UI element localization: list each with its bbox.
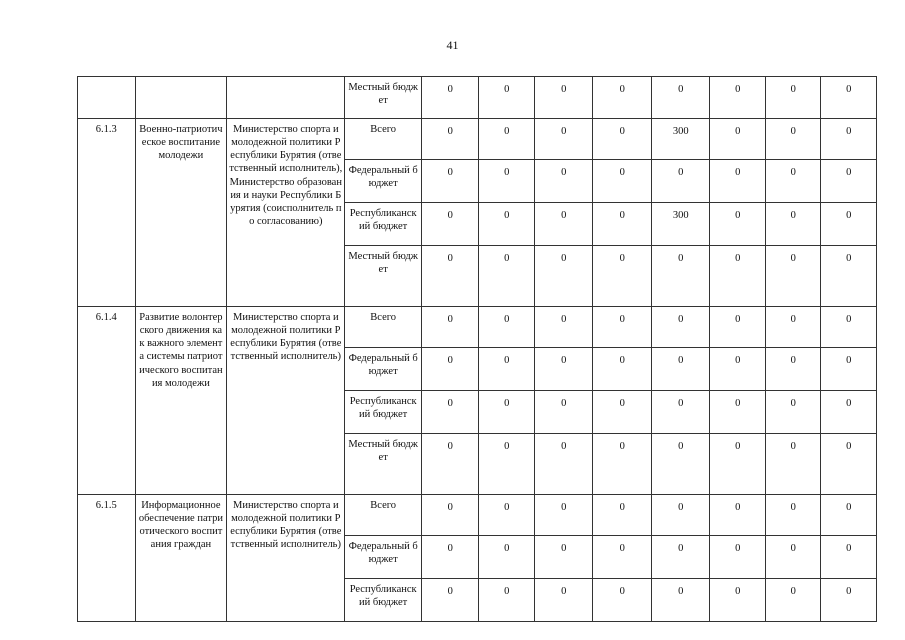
value-cell: 0 [765,307,820,348]
value-cell: 0 [479,495,534,536]
value-cell: 300 [651,119,710,160]
value-cell: 0 [651,434,710,495]
value-cell: 0 [765,160,820,203]
value-cell: 0 [821,307,877,348]
value-cell: 0 [479,391,534,434]
source-cell: Республиканский бюджет [345,391,422,434]
value-cell: 0 [821,119,877,160]
value-cell: 0 [651,77,710,119]
value-cell: 0 [651,579,710,622]
value-cell: 0 [593,434,652,495]
value-cell: 0 [765,434,820,495]
value-cell: 0 [651,391,710,434]
name-cell: Военно-патриотическое воспитание молодежи [135,119,227,307]
value-cell: 0 [479,434,534,495]
value-cell: 0 [534,160,593,203]
value-cell: 0 [534,434,593,495]
value-cell: 300 [651,203,710,246]
value-cell: 0 [821,77,877,119]
value-cell: 0 [534,579,593,622]
value-cell: 0 [765,391,820,434]
value-cell: 0 [479,119,534,160]
value-cell: 0 [593,536,652,579]
value-cell: 0 [479,203,534,246]
name-cell: Развитие волонтерского движения как важного элемента системы патриотического воспитания молодежи [135,307,227,495]
source-cell: Республиканский бюджет [345,203,422,246]
value-cell: 0 [593,203,652,246]
value-cell: 0 [821,203,877,246]
value-cell: 0 [651,348,710,391]
value-cell: 0 [710,348,765,391]
value-cell: 0 [710,119,765,160]
value-cell: 0 [421,77,479,119]
source-cell: Всего [345,495,422,536]
source-cell: Всего [345,307,422,348]
value-cell: 0 [651,246,710,307]
name-cell: Информационное обеспечение патриотического воспитания граждан [135,495,227,622]
page-number: 41 [446,38,459,52]
value-cell: 0 [710,391,765,434]
source-cell: Всего [345,119,422,160]
value-cell: 0 [534,348,593,391]
value-cell: 0 [765,246,820,307]
value-cell: 0 [821,246,877,307]
value-cell: 0 [593,160,652,203]
value-cell: 0 [421,203,479,246]
value-cell: 0 [710,160,765,203]
value-cell: 0 [479,348,534,391]
value-cell: 0 [421,434,479,495]
value-cell: 0 [651,495,710,536]
value-cell: 0 [593,246,652,307]
value-cell: 0 [534,203,593,246]
value-cell: 0 [421,536,479,579]
value-cell: 0 [534,391,593,434]
value-cell: 0 [534,495,593,536]
value-cell: 0 [534,77,593,119]
table-row [78,307,877,348]
executor-cell [227,77,345,119]
source-cell: Местный бюджет [345,77,422,119]
table-row [78,119,877,160]
value-cell: 0 [710,434,765,495]
value-cell: 0 [593,579,652,622]
value-cell: 0 [710,246,765,307]
source-cell: Федеральный бюджет [345,536,422,579]
name-cell [135,77,227,119]
value-cell: 0 [765,348,820,391]
value-cell: 0 [421,391,479,434]
value-cell: 0 [421,579,479,622]
value-cell: 0 [765,579,820,622]
value-cell: 0 [534,246,593,307]
value-cell: 0 [593,495,652,536]
value-cell: 0 [821,434,877,495]
value-cell: 0 [821,348,877,391]
value-cell: 0 [479,160,534,203]
value-cell: 0 [534,536,593,579]
value-cell: 0 [479,536,534,579]
value-cell: 0 [821,160,877,203]
budget-table [77,76,877,622]
value-cell: 0 [421,119,479,160]
value-cell: 0 [593,348,652,391]
value-cell: 0 [710,536,765,579]
value-cell: 0 [710,203,765,246]
value-cell: 0 [534,119,593,160]
value-cell: 0 [651,536,710,579]
value-cell: 0 [710,77,765,119]
value-cell: 0 [710,495,765,536]
value-cell: 0 [821,536,877,579]
value-cell: 0 [651,160,710,203]
value-cell: 0 [710,307,765,348]
source-cell: Федеральный бюджет [345,348,422,391]
source-cell: Республиканский бюджет [345,579,422,622]
source-cell: Местный бюджет [345,434,422,495]
value-cell: 0 [421,348,479,391]
value-cell: 0 [765,495,820,536]
value-cell: 0 [534,307,593,348]
value-cell: 0 [421,246,479,307]
value-cell: 0 [479,307,534,348]
value-cell: 0 [765,119,820,160]
value-cell: 0 [479,246,534,307]
value-cell: 0 [593,77,652,119]
executor-cell: Министерство спорта и молодежной политики Республики Бурятия (ответственный исполнитель), Министерство образования и науки Республики Бурятия (соисполнитель по согласованию) [227,119,345,307]
value-cell: 0 [710,579,765,622]
code-cell [78,77,136,119]
value-cell: 0 [479,579,534,622]
value-cell: 0 [765,203,820,246]
code-cell: 6.1.5 [78,495,136,622]
code-cell: 6.1.4 [78,307,136,495]
executor-cell: Министерство спорта и молодежной политики Республики Бурятия (ответственный исполнитель) [227,307,345,495]
table-row [78,495,877,536]
executor-cell: Министерство спорта и молодежной политики Республики Бурятия (ответственный исполнитель) [227,495,345,622]
value-cell: 0 [821,495,877,536]
value-cell: 0 [479,77,534,119]
value-cell: 0 [765,77,820,119]
value-cell: 0 [651,307,710,348]
value-cell: 0 [421,307,479,348]
value-cell: 0 [421,495,479,536]
source-cell: Местный бюджет [345,246,422,307]
value-cell: 0 [593,119,652,160]
value-cell: 0 [821,391,877,434]
value-cell: 0 [593,307,652,348]
value-cell: 0 [821,579,877,622]
value-cell: 0 [421,160,479,203]
table-row [78,77,877,119]
value-cell: 0 [593,391,652,434]
code-cell: 6.1.3 [78,119,136,307]
value-cell: 0 [765,536,820,579]
source-cell: Федеральный бюджет [345,160,422,203]
